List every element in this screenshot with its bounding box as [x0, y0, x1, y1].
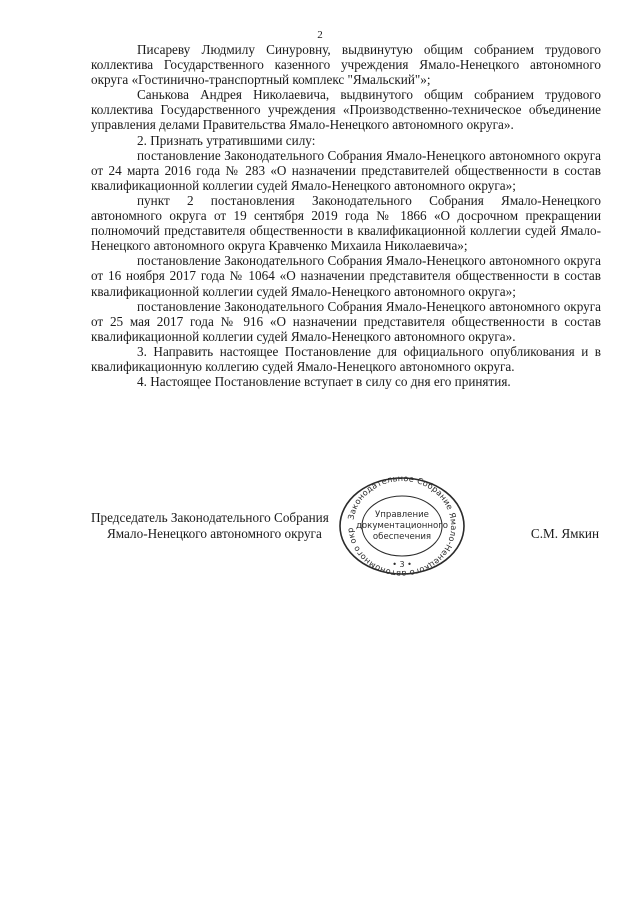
- signatory-name: С.М. Ямкин: [530, 526, 599, 541]
- seal-center-line2: документационного: [355, 521, 449, 531]
- paragraph-appointee-pisareva: Писареву Людмилу Синуровну, выдвинутую общим собранием трудового коллектива Государственного казенного учреждения Ямало-Ненецкого автономного округа «Гостинично-транспортный комплекс "Ямальский"»;: [91, 42, 601, 88]
- paragraph-publication: 3. Направить настоящее Постановление для официального опубликования и в квалификационную коллегию судей Ямало-Ненецкого автономного округа.: [91, 343, 601, 374]
- paragraph-repeal-heading: 2. Признать утратившими силу:: [137, 132, 316, 148]
- signatory-title-line2: Ямало-Ненецкого автономного округа: [107, 526, 322, 541]
- seal-number: • 3 •: [392, 560, 412, 569]
- paragraph-repeal-item-1866: пункт 2 постановления Законодательного Собрания Ямало-Ненецкого автономного округа от 19 сентября 2019 года № 1866 «О досрочном прекращении полномочий представителя общественности в квалификационной коллегии судей Ямало-Ненецкого автономного округа Кравченко Михаила Николаевича»;: [91, 192, 601, 254]
- paragraph-repeal-item-916: постановление Законодательного Собрания Ямало-Ненецкого автономного округа от 25 мая 2017 года № 916 «О назначении представителя общественности в состав квалификационной коллегии судей Ямало-Ненецкого автономного округа».: [91, 298, 601, 344]
- seal-center-line1: Управление: [375, 510, 429, 520]
- official-seal: [333, 468, 468, 580]
- seal-ring-textpath: Законодательное Собрание Ямало-Ненецкого автономного округа: [333, 468, 460, 580]
- paragraph-repeal-item-1064: постановление Законодательного Собрания Ямало-Ненецкого автономного округа от 16 ноября 2017 года № 1064 «О назначении представителя общественности в состав квалификационной коллегии судей Ямало-Ненецкого автономного округа»;: [91, 253, 601, 299]
- paragraph-entry-into-force: 4. Настоящее Постановление вступает в силу со дня его принятия.: [137, 374, 511, 390]
- signatory-title-line1: Председатель Законодательного Собрания: [91, 510, 329, 525]
- paragraph-repeal-item-283: постановление Законодательного Собрания Ямало-Ненецкого автономного округа от 24 марта 2016 года № 283 «О назначении представителей общественности в состав квалификационной коллегии судей Ямало-Ненецкого автономного округа»;: [91, 147, 601, 193]
- paragraph-appointee-sankov: Санькова Андрея Николаевича, выдвинутого общим собранием трудового коллектива Государственного учреждения «Производственно-техническое объединение управления делами Правительства Ямало-Ненецкого автономного округа».: [91, 87, 601, 133]
- seal-svg: [333, 468, 468, 580]
- seal-center-line3: обеспечения: [372, 532, 432, 542]
- page-number: 2: [317, 29, 323, 41]
